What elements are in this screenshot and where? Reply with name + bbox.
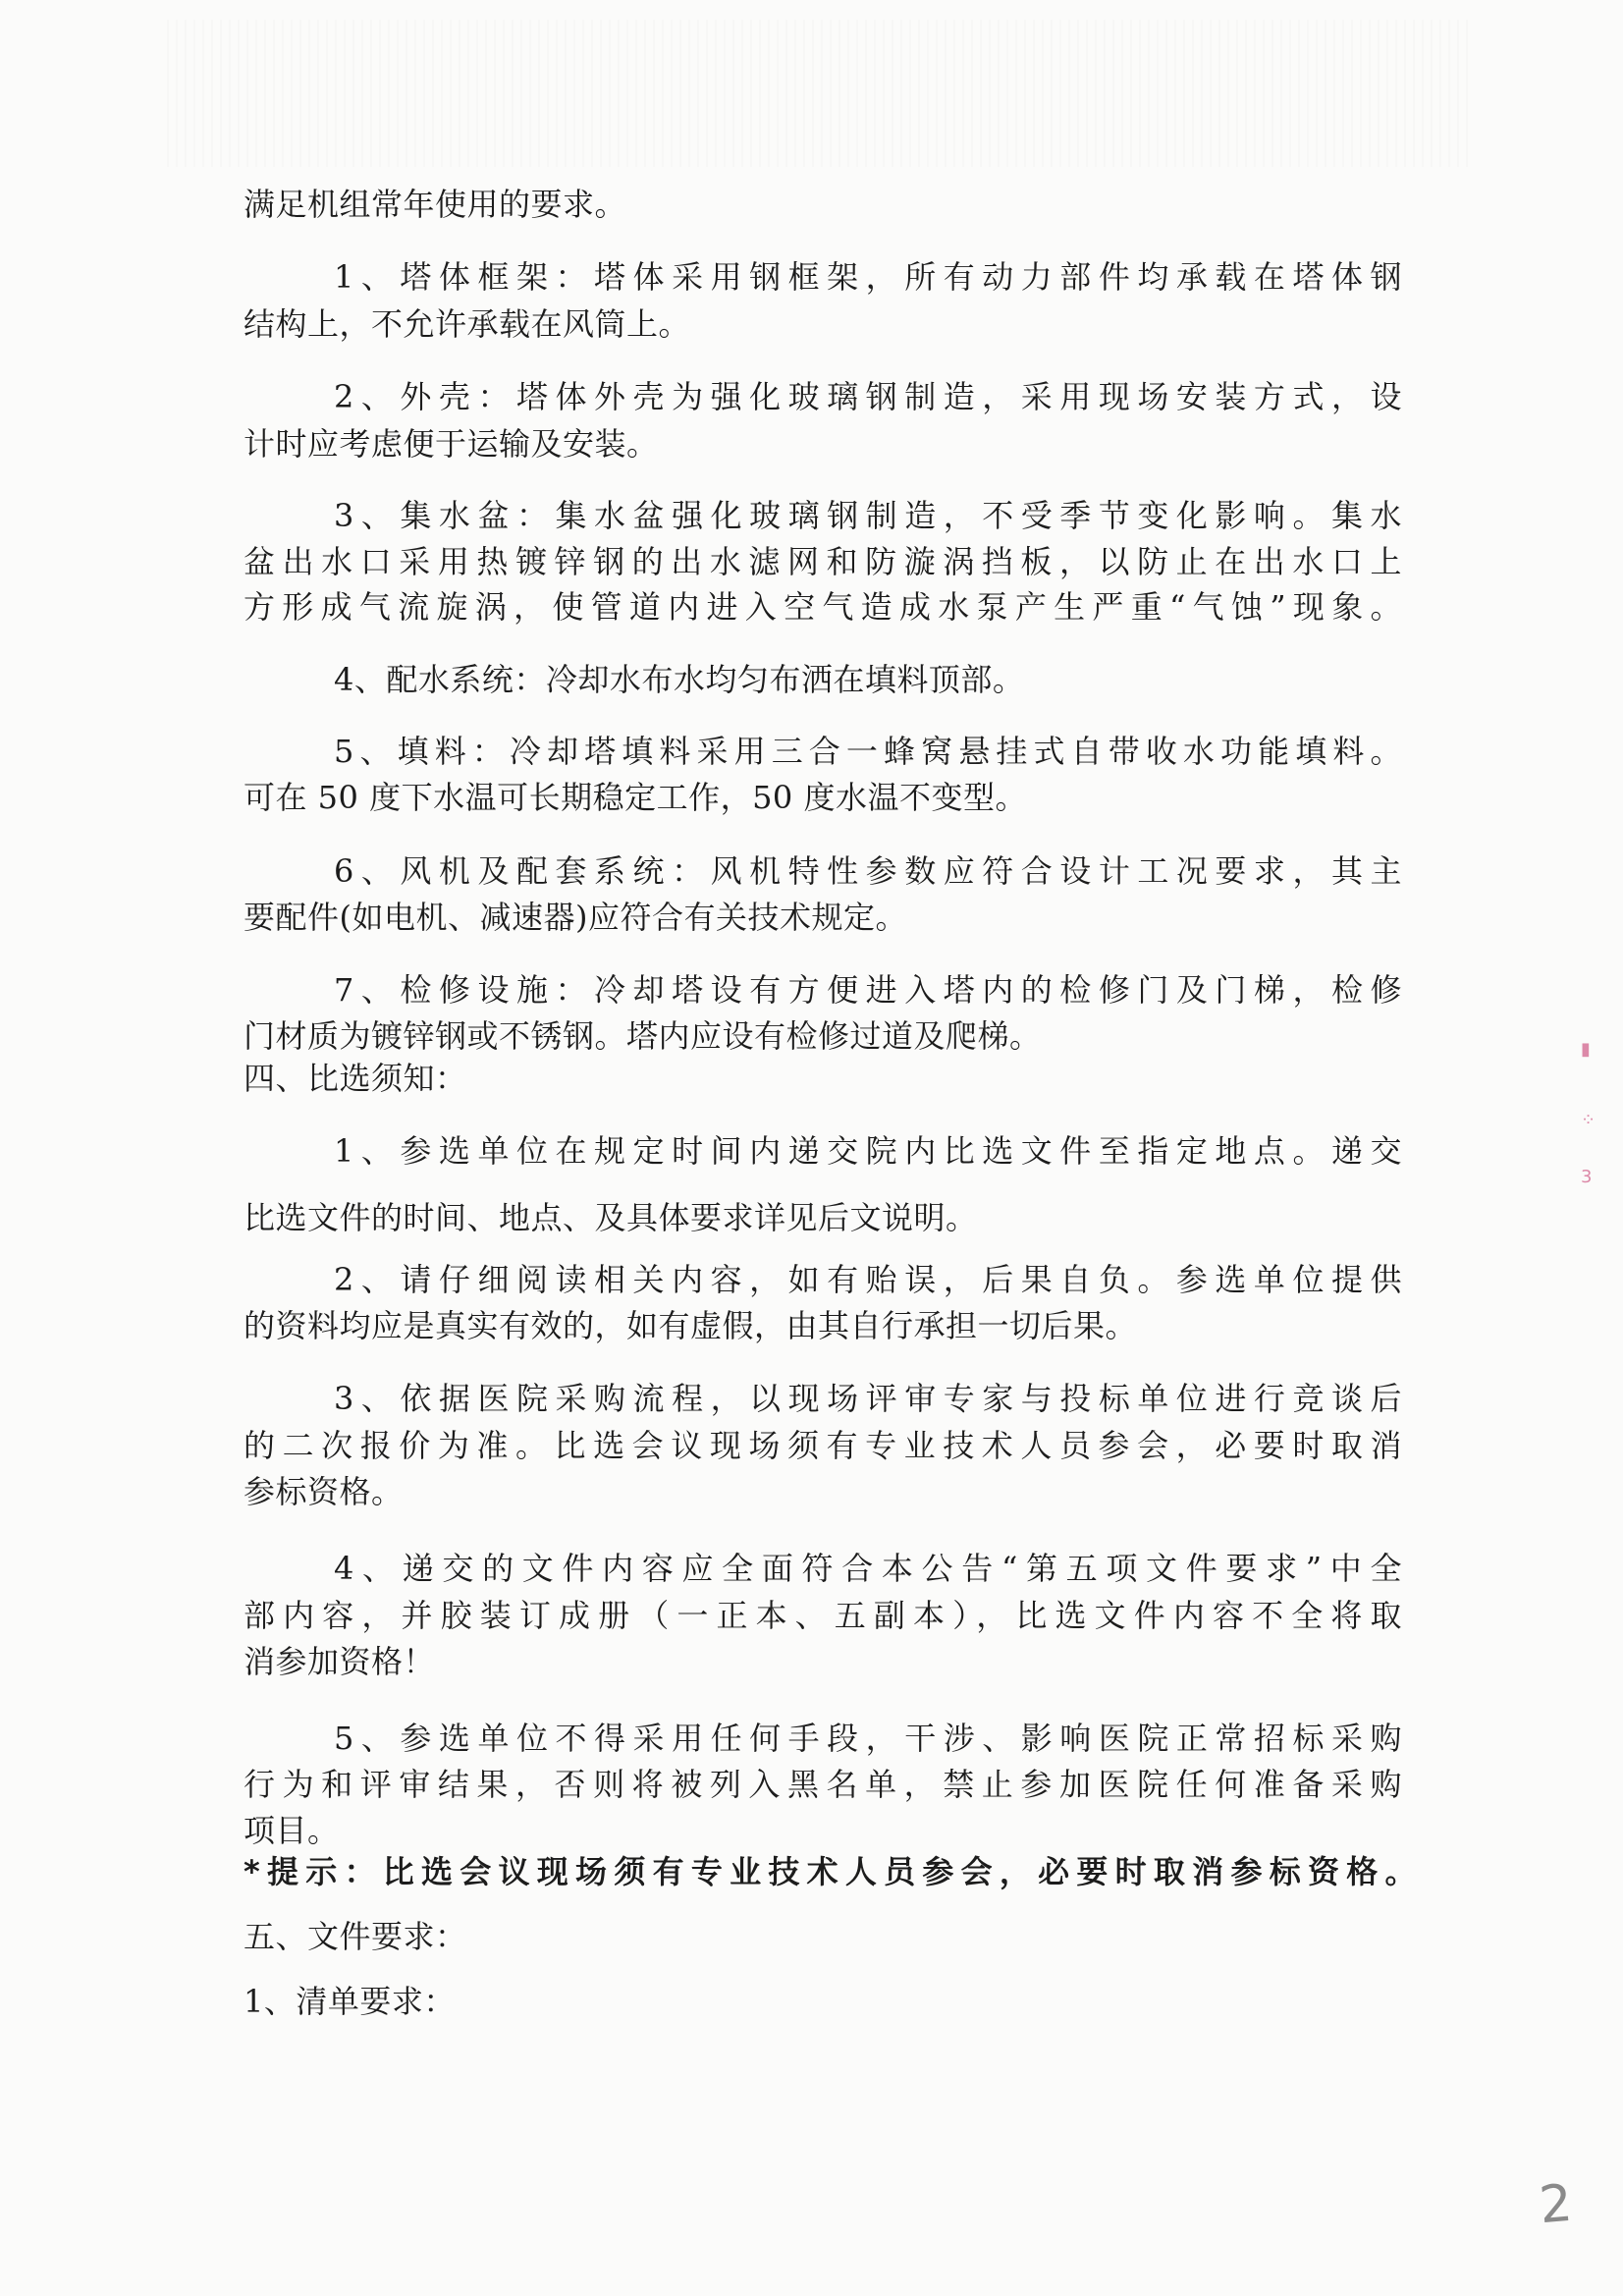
notice-5-line-1: 5、参选单位不得采用任何手段，干涉、影响医院正常招标采购 [334, 1720, 1402, 1757]
notice-1-line-1: 1、参选单位在规定时间内递交院内比选文件至指定地点。递交 [334, 1132, 1402, 1170]
notice-5-line-3: 项目。 [243, 1812, 340, 1849]
notice-4-line-2: 部内容，并胶装订成册（一正本、五副本），比选文件内容不全将取 [243, 1597, 1402, 1634]
notice-2-line-2: 的资料均应是真实有效的，如有虚假，由其自行承担一切后果。 [243, 1307, 1138, 1344]
item-2-line-2: 计时应考虑便于运输及安装。 [243, 425, 659, 463]
seal-fragment-mark: ⁘ [1581, 1110, 1596, 1130]
seal-fragment-mark: ▮ [1581, 1039, 1591, 1060]
item-6-line-2: 要配件(如电机、减速器)应符合有关技术规定。 [243, 899, 907, 936]
notice-5-line-2: 行为和评审结果，否则将被列入黑名单，禁止参加医院任何准备采购 [243, 1766, 1402, 1803]
notice-3-line-3: 参标资格。 [243, 1473, 404, 1510]
continuation-text: 满足机组常年使用的要求。 [243, 186, 627, 223]
notice-4-line-3: 消参加资格！ [243, 1643, 436, 1680]
item-4-line-1: 4、配水系统：冷却水布水均匀布洒在填料顶部。 [334, 661, 1025, 698]
item-3-line-1: 3、集水盆：集水盆强化玻璃钢制造，不受季节变化影响。集水 [334, 497, 1402, 534]
seal-fragment-number: 3 [1581, 1167, 1593, 1187]
item-7-line-1: 7、检修设施：冷却塔设有方便进入塔内的检修门及门梯，检修 [334, 971, 1402, 1009]
item-1-line-2: 结构上，不允许承载在风筒上。 [243, 305, 691, 343]
item-5-line-2: 可在 50 度下水温可长期稳定工作，50 度水温不变型。 [243, 779, 1027, 816]
notice-2-line-1: 2、请仔细阅读相关内容，如有贻误，后果自负。参选单位提供 [334, 1261, 1402, 1298]
item-2-line-1: 2、外壳：塔体外壳为强化玻璃钢制造，采用现场安装方式，设 [334, 378, 1402, 415]
item-3-line-3: 方形成气流旋涡，使管道内进入空气造成水泵产生严重“气蚀”现象。 [243, 588, 1402, 626]
item-3-line-2: 盆出水口采用热镀锌钢的出水滤网和防漩涡挡板，以防止在出水口上 [243, 543, 1402, 580]
notice-3-line-1: 3、依据医院采购流程，以现场评审专家与投标单位进行竞谈后 [334, 1380, 1402, 1417]
item-1-line-1: 1、塔体框架：塔体采用钢框架，所有动力部件均承载在塔体钢 [334, 258, 1402, 296]
bold-notice: *提示：比选会议现场须有专业技术人员参会，必要时取消参标资格。 [243, 1853, 1417, 1890]
item-6-line-1: 6、风机及配套系统：风机特性参数应符合设计工况要求，其主 [334, 852, 1402, 890]
section-5-heading: 五、文件要求： [243, 1918, 467, 1955]
section-4-heading: 四、比选须知： [243, 1060, 467, 1097]
notice-4-line-1: 4、递交的文件内容应全面符合本公告“第五项文件要求”中全 [334, 1550, 1402, 1587]
handwritten-page-number: 2 [1537, 2173, 1575, 2236]
scan-artifact [167, 20, 1473, 167]
item-5-line-1: 5、填料：冷却塔填料采用三合一蜂窝悬挂式自带收水功能填料。 [334, 733, 1402, 770]
notice-3-line-2: 的二次报价为准。比选会议现场须有专业技术人员参会，必要时取消 [243, 1427, 1402, 1464]
item-7-line-2: 门材质为镀锌钢或不锈钢。塔内应设有检修过道及爬梯。 [243, 1017, 1042, 1055]
section-5-sub-1: 1、清单要求： [243, 1983, 456, 2020]
notice-1-line-2: 比选文件的时间、地点、及具体要求详见后文说明。 [243, 1199, 978, 1236]
